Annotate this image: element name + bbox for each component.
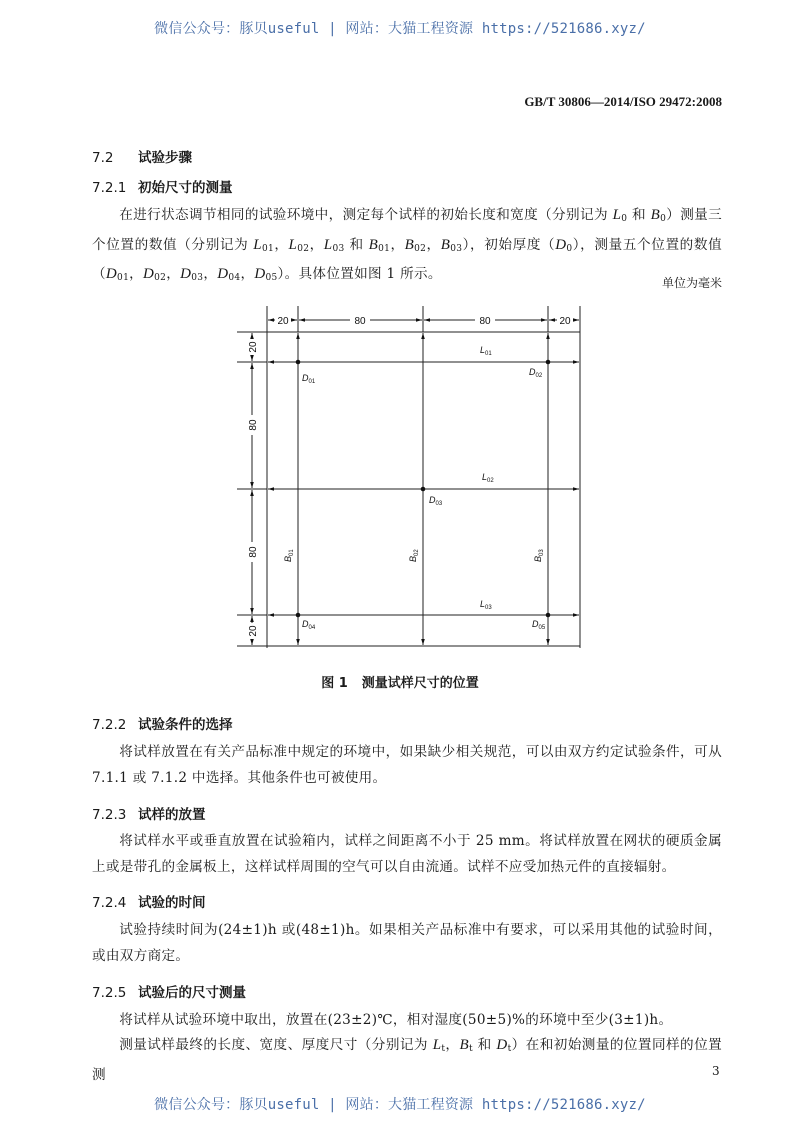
dim-left-4: 20 <box>248 625 259 637</box>
paragraph-7-2-4 <box>92 918 722 969</box>
text-run: ， <box>309 236 324 253</box>
text-run: 和 <box>472 1037 497 1053</box>
point-d01 <box>296 360 301 365</box>
paragraph-7-2-5 <box>92 1008 722 1034</box>
symbol: D <box>105 266 118 282</box>
text-run: ， <box>203 266 218 282</box>
symbol-subscript: 0 <box>660 214 667 224</box>
symbol-subscript: 01 <box>378 243 391 254</box>
standard-number: GB/T 30806—2014/ISO 29472:2008 <box>524 94 722 109</box>
symbol-subscript: 0 <box>621 214 628 224</box>
dim-top-2: 80 <box>354 316 366 327</box>
symbol: L <box>253 236 262 253</box>
dim-left-1: 20 <box>248 341 259 353</box>
symbol-subscript: 02 <box>154 273 167 283</box>
unit-note: 单位为毫米 <box>661 276 722 290</box>
symbol-subscript: t <box>507 1044 512 1054</box>
text-run: ），测量五个位置的数值（ <box>92 236 722 282</box>
symbol-subscript: 02 <box>297 243 310 254</box>
text-run: ）在和初始测量的位置同样的位置测 <box>92 1037 722 1083</box>
figure-caption: 图 1 测量试样尺寸的位置 <box>321 676 479 691</box>
text-run: ， <box>129 266 144 282</box>
label-l02: $L_{02}$ <box>482 472 494 484</box>
symbol-subscript: t <box>441 1044 446 1054</box>
text-run: ， <box>166 266 181 282</box>
text-run: 和 <box>627 207 651 223</box>
symbol: D <box>496 1037 508 1053</box>
heading-7-2-4: 7.2.4 试验的时间 <box>92 895 206 911</box>
label-b03: $B_{03}$ <box>533 549 545 562</box>
heading-7-2-2: 7.2.2 试验条件的选择 <box>92 717 233 733</box>
symbol-subscript: 02 <box>414 243 427 254</box>
symbol: D <box>254 266 266 282</box>
symbol: L <box>432 1037 442 1053</box>
symbol: B <box>368 236 379 253</box>
symbol: B <box>404 236 415 253</box>
heading-7-2-1: 7.2.1 初始尺寸的测量 <box>92 180 233 196</box>
text-run: 在进行状态调节相同的试验环境中，测定每个试样的初始长度和宽度（分别记为 <box>119 207 613 223</box>
symbol-subscript: 04 <box>228 273 241 283</box>
symbol: B <box>440 236 451 253</box>
dim-top-4: 20 <box>559 316 571 327</box>
paragraph-7-2-3 <box>92 829 722 880</box>
paragraph-7-2-1 <box>92 203 722 292</box>
symbol: B <box>650 207 661 223</box>
symbol: L <box>323 236 333 253</box>
symbol: D <box>555 236 567 253</box>
page-number: 3 <box>712 1064 720 1078</box>
text-run: 将试样从试验环境中取出，放置在(23±2)℃，相对湿度(50±5)%的环境中至少(3±1)h。 <box>119 1012 673 1028</box>
dim-left-3: 80 <box>248 546 259 558</box>
symbol: L <box>612 207 622 223</box>
label-d01: $D_{01}$ <box>302 373 316 385</box>
text-run: 将试样放置在有关产品标准中规定的环境中，如果缺少相关规范，可以由双方约定试验条件，可从 7.1.1 或 7.1.2 中选择。其他条件也可被使用。 <box>92 744 722 786</box>
symbol-subscript: 0 <box>566 243 573 254</box>
heading-7-2: 7.2 试验步骤 <box>92 150 192 166</box>
symbol: L <box>288 236 298 253</box>
symbol-subscript: 01 <box>117 273 130 283</box>
text-run: ， <box>445 1037 460 1053</box>
point-d05 <box>546 613 551 618</box>
symbol-subscript: 05 <box>265 273 278 283</box>
dim-top-3: 80 <box>479 316 491 327</box>
label-l03: $L_{03}$ <box>480 599 492 611</box>
point-d02 <box>546 360 551 365</box>
paragraph-7-2-5-continued <box>92 1033 722 1088</box>
symbol-subscript: 03 <box>450 243 463 254</box>
text-run: ）测量三个位置的数值（分别记为 <box>92 207 723 253</box>
label-d04: $D_{04}$ <box>302 619 316 631</box>
label-d02: $D_{02}$ <box>529 367 543 379</box>
point-d04 <box>296 613 301 618</box>
point-d03 <box>421 487 426 492</box>
label-d05: $D_{05}$ <box>532 619 546 631</box>
text-run: ）。具体位置如图 1 所示。 <box>277 266 442 282</box>
text-run: ， <box>240 266 255 282</box>
symbol-subscript: 03 <box>332 243 345 254</box>
figure-1-diagram <box>230 300 590 655</box>
text-run: 和 <box>344 236 369 253</box>
watermark-bottom: 微信公众号：豚贝useful | 网站：大猫工程资源 https://521686.xyz/ <box>154 1097 646 1113</box>
symbol: D <box>217 266 229 282</box>
dim-top-1: 20 <box>277 316 289 327</box>
text-run: 测量试样最终的长度、宽度、厚度尺寸（分别记为 <box>119 1037 433 1053</box>
heading-7-2-3: 7.2.3 试样的放置 <box>92 807 206 823</box>
text-run: ， <box>426 236 441 253</box>
label-l01: $L_{01}$ <box>480 345 492 357</box>
label-d03: $D_{03}$ <box>429 495 443 507</box>
heading-7-2-5: 7.2.5 试验后的尺寸测量 <box>92 985 246 1001</box>
symbol: B <box>459 1037 469 1053</box>
symbol-subscript: 01 <box>261 243 274 254</box>
paragraph-7-2-2 <box>92 740 722 791</box>
symbol: D <box>180 266 192 282</box>
label-b01: $B_{01}$ <box>283 549 295 562</box>
text-run: ），初始厚度（ <box>462 236 556 253</box>
text-run: 将试样水平或垂直放置在试验箱内，试样之间距离不小于 25 mm。将试样放置在网状的硬质金属上或是带孔的金属板上，这样试样周围的空气可以自由流通。试样不应受加热元件的直接辐射。 <box>92 833 722 875</box>
dim-left-2: 80 <box>248 419 259 431</box>
text-run: 试验持续时间为(24±1)h 或(48±1)h。如果相关产品标准中有要求，可以采用其他的试验时间，或由双方商定。 <box>92 922 722 964</box>
symbol-subscript: 03 <box>191 273 204 283</box>
label-b02: $B_{02}$ <box>408 549 420 562</box>
symbol-subscript: t <box>468 1044 473 1054</box>
symbol: D <box>143 266 155 282</box>
text-run: ， <box>390 236 405 253</box>
watermark-top: 微信公众号：豚贝useful | 网站：大猫工程资源 https://521686.xyz/ <box>154 21 646 37</box>
text-run: ， <box>274 236 289 253</box>
